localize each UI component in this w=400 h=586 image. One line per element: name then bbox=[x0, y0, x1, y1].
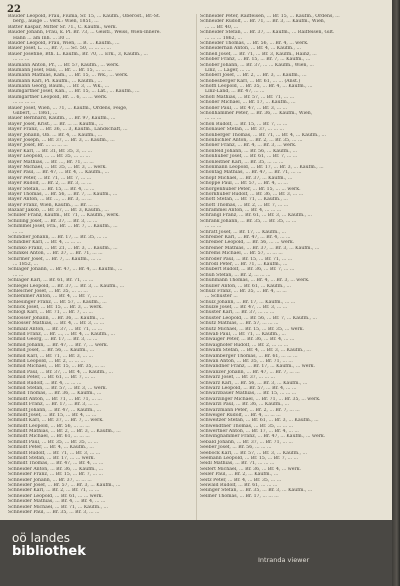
directory-entry: Schopf Michael, ... Br. 37, ... Kaufm., ... bbox=[200, 175, 293, 181]
directory-entry: Seifert Michael, ... Br. 36, ... Br. 4, ... werk. bbox=[200, 466, 301, 472]
directory-entry: Schubert Rudolf, ... Br. 36, ... Br. 7, ... ... bbox=[200, 267, 295, 273]
directory-entry: Bazaar Jakob, ... Br. 37, ... Br. 3, Kaufm., ... bbox=[8, 208, 109, 214]
directory-entry: Schneider Anton, ... Br. 36, ... Kaufm., ... bbox=[8, 466, 104, 472]
directory-entry: Bauer Josef, Wien, ... 71, ... Kaufm., Ordens, Feige, bbox=[8, 105, 128, 111]
directory-entry: Schmid Georg, ... Br. 17, ... Br. 3, ... ... bbox=[8, 337, 98, 343]
directory-entry: Schneider Leopold, ... Br. 61, ... ... werk. bbox=[8, 493, 103, 499]
directory-entry: Schlesinger Franz, ... Br. 57, ... Kaufm., ... bbox=[8, 299, 107, 305]
directory-entry: Schmalz Anton, ... Br. 37, ... Br. 71, ... ... bbox=[8, 326, 103, 332]
directory-entry: ... ... ... bbox=[13, 57, 30, 63]
directory-entry: Baumgartner Josef, Kan., ... Br. 15, ... Lat., ... Kaufm., ... bbox=[8, 89, 140, 95]
directory-entry: Schratt Josef, ... Br. 17, ... Kaufm., ... bbox=[200, 229, 287, 235]
directory-entry: Schmidt Michael, ... Br. 61, ... ... ... bbox=[8, 434, 90, 440]
directory-entry: Schütz Michael, ... Br. 15, ... Br. 35, ... werk. bbox=[200, 326, 305, 332]
directory-entry: Hahn ... am Inh. ... 30 ... bbox=[13, 35, 71, 41]
directory-entry: Schuhmann Thomas, ... Br. 4, ... Br. 3, ... werk. bbox=[200, 278, 310, 284]
directory-entry: Schinko Franz, ... Br. 21, ... Br. 3, ... Kaufm., ... bbox=[8, 245, 118, 251]
directory-entry: Schott Stefan, ... Br. 71, ... Kaufm., ... bbox=[200, 197, 288, 203]
directory-entry: Schönauer Stefan, ... Br. 37, ... ... ... bbox=[200, 127, 284, 133]
directory-entry: Bauder Leopold, Frau, Fiuma, Sr. 15, ... Kaufm., Oberöst., Br.-St. bbox=[8, 14, 161, 19]
directory-entry: Schneider Paul, ... Br. 35, ... Br. 3, ... ... bbox=[8, 509, 100, 515]
directory-entry: Schwanzer Johann, ... Br. 47, ... Br. 7, ... ... bbox=[200, 369, 300, 375]
directory-entry: Bayer Peter, ... Br. 71, ... Br. 7, ... ... bbox=[8, 175, 92, 181]
directory-entry: Schöller Michael, ... Br. 17, ... Kaufm., ... bbox=[200, 100, 296, 106]
directory-entry: Baumann Josef, Hau, ... Br. ... Br. 15, ... ... ... bbox=[8, 67, 112, 73]
directory-entry: Schmid Peter, ... Br. 61, ... Br. 7, ... ... bbox=[8, 375, 96, 381]
directory-entry: Bayer Michael, ... Br. 35, ... Br. 3, ... werk. bbox=[8, 164, 107, 170]
directory-entry: Schilling Josef, ... Br. 37, ... Br. 3, ... ... bbox=[8, 218, 98, 224]
directory-entry: Schwandner Franz, ... Br. 17, ... Kaufm., ... werk. bbox=[200, 364, 315, 370]
directory-entry: Schrammel Anton, ... Br. 4, ... ... ... bbox=[200, 208, 282, 214]
directory-entry: ... ... ... ... bbox=[13, 100, 36, 106]
directory-entry: Schuster Karl, ... Br. 37, ... ... ... bbox=[200, 310, 275, 316]
logo-line-2: bibliothek bbox=[12, 544, 86, 559]
directory-entry: Schneider Mathias, ... Br. 4, ... Br. 4, ... ... bbox=[8, 499, 106, 505]
directory-entry: Bayer Stefan, ... Br. 15, ... Br. 4, ... ... bbox=[8, 186, 95, 192]
directory-entry: Schirmer Josef, ... Br. 7, ... Kaufm., ... ... bbox=[8, 256, 102, 262]
directory-entry: Schöntag Mathias, ... Br. 47, ... Br. 71, ... ... bbox=[200, 170, 302, 176]
directory-entry: Schwarzl Paul, ... Br. 36, ... Kaufm., ... bbox=[200, 402, 290, 408]
directory-entry: Schneiderhan Anton, ... Br. 4, ... Kaufm., ... bbox=[200, 46, 301, 52]
directory-entry: Schwarzmann Peter, ... Br. 2, ... Br. 7, ... ... bbox=[200, 407, 300, 413]
directory-entry: Schönleitner Karl, ... Br. 35, ... ... ... bbox=[200, 159, 284, 165]
directory-entry: Baumgartner Leopold, Br. ... 6, ... ... werk. bbox=[8, 94, 108, 100]
directory-entry: Schöner Franz, ... Br. 4, ... Br. 3, ... werk. bbox=[200, 143, 297, 149]
directory-entry: Schöberl Josef, ... Br. 2, ... Br. 3, ... Kaufm., ... bbox=[200, 73, 307, 79]
directory-entry: Seiler Paul, ... Br. 2, ... Kaufm., ... bbox=[200, 472, 279, 478]
directory-entry: Bauer Bernhard, Kaufm., ... Br. 97, Kaufm., ... bbox=[8, 116, 116, 122]
directory-entry: Schneider Karl, ... Br. 2, ... Br. 71, ... ... bbox=[8, 488, 100, 494]
directory-entry: Schönfeld Johann, ... Br. 56, ... Kaufm., ... bbox=[200, 148, 298, 154]
directory-entry: Schmidt Leopold, ... Br. 56, ... ... ... bbox=[8, 423, 90, 429]
directory-entry: Schmidt Johann, ... Br. 47, ... Kaufm., ... bbox=[8, 407, 102, 413]
directory-entry: Schörgenhuber Peter, ... Br. 15, ... ... werk. bbox=[200, 186, 301, 192]
directory-entry: Schmidt Mathias, ... Br. 2, ... Br. 3, ... Kaufm., ... bbox=[8, 429, 121, 435]
directory-entry: Schott Thomas, ... Br. 2, ... Br. 7, ... ... bbox=[200, 202, 289, 208]
directory-entry: Schuster Leopold, ... Br. 56, ... Br. 7, ... Kaufm., ... bbox=[200, 315, 317, 321]
directory-entry: Schwaighofer Rudolf, ... Br. 2, ... ... ... bbox=[200, 342, 289, 348]
directory-entry: Schön Rudolf, ... Br. 15, ... Br. 7, ... ... bbox=[200, 121, 288, 127]
directory-entry: Schindler Johann, ... Br. 17, ... Br. 35, ... ... bbox=[8, 235, 108, 241]
directory-entry: Schweiger Rudolf, ... Br. 4, ... ... ... bbox=[200, 412, 281, 418]
directory-entry: Schönbichler Anton, ... Br. 2, ... Br. 35, ... ... bbox=[200, 137, 303, 143]
logo-line-1: oö landes bbox=[12, 531, 71, 545]
page-edge-shadow bbox=[392, 0, 400, 586]
directory-entry: Schneider Stefan, ... Br. 37, ... Kaufm., ... Raiffeisen, Gilt. bbox=[200, 30, 335, 36]
directory-entry: Seitz Peter, ... Br. 4, ... Br. 35, ... ... bbox=[200, 477, 282, 483]
directory-entry: Bayer Franz, ... Br. 36, ... 3, Kaufm., Landschaft, ... bbox=[8, 127, 128, 133]
directory-entry: Schulz Franz, ... Br. 35, ... Br. 4, ... ... bbox=[200, 288, 287, 294]
directory-entry: ... 1852, ... bbox=[13, 261, 39, 267]
directory-entry: Bayer Johann, Ob. ... Br. 4, ... Kaufm., ... bbox=[8, 132, 103, 138]
directory-entry: Schönhuber Josef, ... Br. 61, ... Br. 7, ... ... bbox=[200, 154, 298, 160]
directory-entry: Schmidt Josef, ... Br. 15, ... Br. 4, ... ... bbox=[8, 412, 97, 418]
directory-entry: Baumann Anton, Pr., ... Br. 57, Kaufm., ... werk. bbox=[8, 62, 120, 68]
directory-entry: Seeber Josef, ... Br. 56, ... ... ... bbox=[200, 445, 272, 451]
directory-entry: Schmid Stefan, ... Br. 57, ... Br. 3, ... werk. bbox=[8, 385, 108, 391]
directory-entry: Schrems Michael, ... Br. 57, ... ... ... bbox=[200, 251, 283, 257]
directory-entry: Schmidt Stefan, ... Br. 17, ... ... werk. bbox=[8, 456, 95, 462]
directory-entry: Schneider Peter, Raiffeisen, ... Br. 15, ... Kaufm., Ordens, ... bbox=[200, 14, 340, 19]
directory-entry: Selinger Stefan, ... Br. 35, ... Br. 3, ... Kaufm., ... bbox=[200, 488, 313, 494]
directory-entry: Schmid Rudolf, ... Br. 4, ... ... ... bbox=[8, 380, 82, 386]
directory-entry: Schörkhuber Rudolf, ... Br. 36, ... Br. 3, ... ... bbox=[200, 191, 304, 197]
directory-entry: Schmid Johann, ... Br. 47, ... Br. 7, ... werk. bbox=[8, 342, 109, 348]
directory-entry: Schmidt Rudolf, ... Br. 71, ... Br. 3, ... ... bbox=[8, 450, 101, 456]
directory-entry: Schneider Thomas, ... Br. 56, ... Br. 4, ... werk. bbox=[200, 40, 309, 46]
directory-entry: Bayer Mathias, ... Br. ..., Br. 71, ... ... bbox=[8, 159, 94, 165]
directory-entry: Seidl Mathias, ... Br. 71, ... ... ... bbox=[200, 461, 275, 467]
directory-entry: Schmidt Karl, ... Br. 37, ... Br. 7, ... werk. bbox=[8, 418, 104, 424]
directory-entry: Baumann Mathias, Kam., ... Br. 15, ... Wk., ... werk. bbox=[8, 73, 129, 79]
directory-entry: ... ... ... bbox=[205, 224, 222, 230]
directory-entry: Schwan Anton, ... Br. 35, ... Br. 71, ... ... bbox=[200, 359, 293, 364]
directory-entry: Schmidt Thomas, ... Br. 47, ... Br. 4, ... ... bbox=[8, 461, 104, 467]
directory-entry: Schulze Josef, ... Br. 47, ... Br. 3, ... ... bbox=[200, 305, 288, 311]
directory-entry: Schreiber Karl, ... Br. 47, ... Br. 4, ... ... bbox=[200, 235, 291, 241]
directory-entry: Schreiner Mathias, ... Br. 37, ... Br. 3, ... Kaufm., ... bbox=[200, 245, 320, 251]
directory-entry: Schuller Anton, ... Br. 61, ... Kaufm., ... bbox=[200, 283, 291, 289]
directory-entry: Schobesberger Karl, ... Br. 61, ... ... (Anst.) bbox=[200, 78, 301, 84]
column-divider bbox=[196, 14, 197, 520]
library-logo[interactable] bbox=[12, 531, 86, 570]
directory-entry: Schwamberger Thomas, ... Br. 61, ... ... ... bbox=[200, 353, 298, 359]
directory-entry: Schneider Franz, ... Br. 15, ... Br. 7, ... ... bbox=[8, 472, 103, 478]
directory-entry: Schmidt Franz, ... Br. 17, ... Br. 3, ... ... bbox=[8, 402, 99, 408]
directory-entry: Schmid Paul, ... Br. 37, ... Br. 4, ... Kaufm., ... bbox=[8, 369, 113, 375]
directory-entry: Schreiber Leopold, ... Br. 56, ... ... werk. bbox=[200, 240, 295, 246]
left-column bbox=[8, 14, 186, 520]
directory-entry: Schmid Leopold, ... Br. 2, ... ... ... bbox=[8, 359, 85, 364]
directory-entry: Schweitzer Stefan, ... Br. 61, ... Br. 3, ... Kaufm., ... bbox=[200, 418, 319, 424]
directory-entry: Schwalm Stefan, ... Br. 4, ... Br. 3, ... Kaufm., ... bbox=[200, 348, 311, 354]
directory-entry: Schönberger Thomas, ... Br. 71, ... Br. 4, ... Kaufm., ... bbox=[200, 132, 326, 138]
directory-entry: Bayer Leopold, ... ... Br. 35, ... ... ... bbox=[8, 154, 90, 160]
directory-entry: Schiller Franz, Kaufm., Br. 71, ... Kaufm., werk. bbox=[8, 213, 120, 219]
directory-entry: Bayer Josef, Krist., ... Br. ... ... Kaufm., ... bbox=[8, 121, 104, 127]
directory-entry: Schmid Michael, ... Br. 15, ... Br. 35, ... ... bbox=[8, 364, 105, 370]
directory-entry: Schwarzinger Michael, ... Br. 71, ... Br. 35, ... werk. bbox=[200, 396, 321, 402]
directory-entry: Schnell Josef, ... Br. 71, ... Br. 3, Kaufm., Hainz, ... bbox=[200, 51, 317, 57]
directory-entry: Bätter Kaspar, Mitter Sr. 71., C. Kaufm., werk. bbox=[8, 24, 118, 30]
directory-entry: Bayer Joseph, ... Br. 37, ... Br. 3, ... Kaufm., ... bbox=[8, 137, 115, 143]
directory-entry: Schwarz Josef, ... Br. 37, ... ... ... bbox=[200, 375, 275, 381]
directory-entry: ... Schuster ... bbox=[205, 294, 238, 300]
directory-entry: Schneider Rudolf, ... Br. 71, ... Br. 3, ... Kaufm., Wien, bbox=[200, 19, 326, 25]
directory-entry: berg., ausge ... Verk.: Wien, 1851, ... bbox=[13, 19, 99, 25]
directory-entry: Schneider Michael, ... Br. 71, ... Kaufm., ... bbox=[8, 504, 108, 510]
directory-entry: Linz-Land, ... Br. 47, ... ... bbox=[205, 89, 265, 95]
directory-entry: Schöffl Leopold, ... Br. 35, ... Br. 4, ... Kaufm., ... bbox=[200, 84, 313, 90]
directory-entry: Schmid Karl, ... Br. 71, ... Br. 3, ... ... bbox=[8, 353, 94, 359]
directory-entry: Baumann Georg, Baum., ... Br. 3, ... Wk., ... bbox=[8, 84, 110, 90]
directory-entry: Schindler Karl, ... Br. 4, ... ... ... bbox=[8, 240, 82, 246]
directory-entry: Schlegel Leopold, ... Br. 37, ... Br. 3, ... Kaufm., ... bbox=[8, 283, 125, 289]
directory-entry: Bayer Paul, ... Br. 47, ... Br. 4, ... Kaufm., ... bbox=[8, 170, 110, 176]
directory-entry: Schlosser Mathias, ... Br. 4, ... Br. 3, ... ... bbox=[8, 321, 105, 327]
directory-entry: Seemann Leopold, ... Br. 15, ... Br. 7, ... ... bbox=[200, 456, 299, 462]
directory-entry: Schöller Paul, ... Br. 47, ... Br. 3, ... ... bbox=[200, 105, 288, 111]
directory-entry: Schlager Johann, ... Br. 47, ... Br. 4, ... Kaufm., ... bbox=[8, 267, 123, 273]
directory-entry: Schmid Josef, ... Br. 56, ... Kaufm., ... bbox=[8, 348, 95, 354]
directory-entry: Bayer Franz, Wien, Kaufm., ... Br. ... ... bbox=[8, 202, 99, 208]
directory-entry: Schütz Mathias, ... Br. 57, ... ... ... bbox=[200, 321, 279, 327]
directory-entry: Schröder Paul, ... Br. 15, ... Br. 71, ... ... bbox=[200, 256, 293, 262]
directory-entry: Schneider Josef, ... Br. 57, ... Br. 3, ... Kaufm., ... bbox=[8, 482, 121, 488]
directory-entry: Schrangl Franz, ... Br. 61, ... Br. 3, ... Kaufm., ... bbox=[200, 213, 312, 219]
directory-entry: Schrank Johann, ... Br. 35, ... Br. 35, ... ... bbox=[200, 218, 297, 224]
directory-entry: Bauder Leopold, Frau, Wien, ... B. ... Kaufm., ... bbox=[8, 40, 120, 46]
directory-entry: Seiwald Rudolf, ... Br. 61, ... ... ... bbox=[200, 482, 278, 488]
directory-entry: Bauder Johann, Frau, k. Pl. Br. 73, ... Geistl., Weiss, Wien-Innere. bbox=[8, 30, 161, 36]
directory-entry: Sellner Thomas, ... Br. 17, ... ... ... bbox=[200, 493, 279, 499]
directory-entry: Schwertner Anton, ... Br. 17, ... Br. 4, ... ... bbox=[200, 429, 299, 435]
page-number: 22 bbox=[7, 4, 21, 15]
directory-entry: Schimmel Josef, Fra., Br. ... Br. 7, ... Kaufm., ... bbox=[8, 224, 118, 230]
directory-entry: Schrödl Peter, ... Br. 71, ... Kaufm., ... bbox=[200, 261, 288, 267]
directory-entry: Schmidt Paul, ... Br. 35, ... Br. 35, ... ... bbox=[8, 439, 99, 445]
directory-entry: Schmid Thomas, ... Br. 36, ... Kaufm., ... bbox=[8, 391, 102, 397]
directory-entry: Bauer Josefine, Bth. L. Kaufm., Br. 70, ... Erk., 3, Kaufm., ... bbox=[8, 51, 148, 57]
directory-entry: Schwarzbauer Mathias, ... Br. 15, ... ... ... bbox=[200, 391, 297, 397]
directory-entry: Schwarz Karl, ... Br. 56, ... Br. 3, ... Kaufm., ... bbox=[200, 380, 308, 386]
directory-entry: Schober Johann, ... Br. 37, ... ... Kaufm., Wien, ... bbox=[200, 62, 314, 68]
directory-entry: Schlick Josef, ... Br. 15, ... Br. 3, ... werk. bbox=[8, 305, 103, 311]
directory-entry: ... ... bbox=[13, 229, 24, 235]
directory-entry: Schöfl Mathias, ... Br. 57, ... Br. 71, ... ... bbox=[200, 94, 295, 100]
directory-entry: Bayer Karl, ... Br. 31, Br. 35, 3, ... ... bbox=[8, 148, 93, 154]
directory-entry: Schuh Stefan, ... Br. 2, ... ... ... bbox=[200, 272, 271, 278]
directory-entry: Schlosser Johann, ... Br. 36, ... Kaufm., ... bbox=[8, 315, 105, 321]
directory-entry: Schwendtner Thomas, ... Br. 35, ... ... ... bbox=[200, 423, 294, 429]
directory-entry: ... ... ... bbox=[205, 116, 222, 122]
directory-entry: Schmidt Peter, ... Br. 4, ... Kaufm., ... bbox=[8, 445, 94, 451]
directory-entry: Schwaiger Peter, ... Br. 36, ... Br. 4, ... ... bbox=[200, 337, 295, 343]
directory-entry: Schönmann Leopold, ... Br. 17, ... Br. 3, ... Kaufm., ... bbox=[200, 164, 324, 170]
directory-entry: Schwab Paul, ... Br. 71, ... Kaufm., ... bbox=[200, 332, 286, 338]
directory-entry: Schwinghammer Franz, ... Br. 47, ... Kaufm., ... werk. bbox=[200, 434, 326, 440]
directory-entry: ... ... ... 1862, ... bbox=[205, 35, 242, 41]
right-column bbox=[200, 14, 384, 520]
directory-entry: Gilbert, ... 1861, ... bbox=[13, 111, 58, 117]
directory-entry: Schulz Johann, ... Br. 17, ... Kaufm., ... ... bbox=[200, 299, 296, 305]
directory-entry: Schöllhammer Peter, ... Br. 36, ... Kaufm., Wien, bbox=[200, 111, 313, 117]
directory-entry: Schmid Franz, ... Br. ..., ... Br. 4, ... Kaufm., ... bbox=[8, 332, 115, 338]
directory-entry: Bauer Josef, L. ..., Br. 7, ... Sc. 50, ... ... ... ... bbox=[8, 46, 111, 52]
directory-entry: Schleicher Josef, ... Br. 35, ... ... ... bbox=[8, 288, 88, 294]
directory-entry: Schlögl Karl, ... Br. 71, ... Br. 7, ... ... bbox=[8, 310, 93, 316]
directory-entry: Sebald Johann, ... Br. 37, ... Br. 71, ... ... bbox=[200, 439, 293, 445]
directory-entry: ... ... bbox=[13, 272, 24, 278]
viewer-link[interactable]: Intranda viewer bbox=[258, 556, 310, 564]
directory-entry: Schinkel Anton, ... Br. 37, ... Br. 71, ... ... bbox=[8, 251, 103, 257]
directory-entry: Bayer Anton, ... Br. ..., ... Br. 3, ... ... bbox=[8, 197, 92, 203]
directory-entry: Schlemmer Anton, ... Br. 4, ... Br. 7, ... ... bbox=[8, 294, 104, 300]
directory-entry: Seeböck Karl, ... Br. 57, ... Br. 3, ... Kaufm., ... bbox=[200, 450, 307, 456]
directory-entry: Schober Franz, ... Br. 15, ... Br. 7, ... Kaufm., ... bbox=[200, 57, 311, 63]
directory-entry: Schmidt Anton, ... Br. 71, ... Br. 71, ... ... bbox=[8, 396, 102, 402]
directory-entry: Baumann Karl, Pl. Kaufm., ... Kaufm., ... bbox=[8, 78, 102, 84]
directory-entry: Bayer Rudolf, ... Br. 2, ... Br. 3, ... ... bbox=[8, 181, 92, 187]
directory-entry: ... ... Br. 40, ... bbox=[205, 24, 239, 30]
directory-entry: Bayer Thomas, ... Br. 56, ... Br. 7, ... Kaufm., ... bbox=[8, 191, 118, 197]
directory-entry: Bayer Josef, Br. ... ... ... ... bbox=[8, 143, 68, 149]
directory-entry: Schlager Karl, ... Br. 61, Br. 71, ... ... bbox=[8, 278, 94, 284]
directory-entry: Schoppe Paul, ... Br. 57, ... Br. 4, ... ... bbox=[200, 181, 288, 187]
directory-entry: Schneider Johann, ... Br. 37, ... ... ... bbox=[8, 477, 92, 483]
directory-entry: Schwarz Leopold, ... Br. 57, ... Br. 4, ... ... bbox=[200, 385, 297, 391]
directory-entry: Linz, ... Lager, ... ... bbox=[205, 67, 251, 73]
